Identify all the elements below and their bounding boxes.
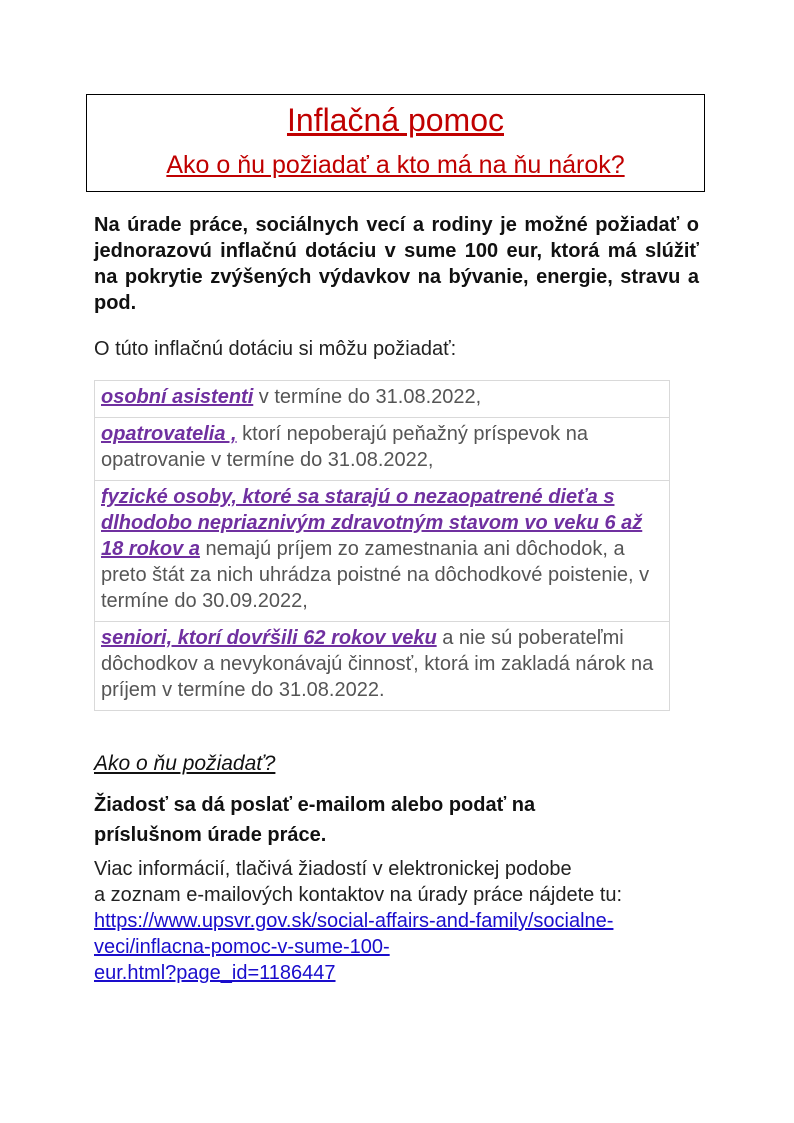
intro-paragraph: Na úrade práce, sociálnych vecí a rodiny je možné požiadať o jednorazovú inflačnú dotáciu v sume 100 eur, ktorá má slúžiť na pokrytie zvýšených výdavkov na bývanie, energie, stravu a pod. [94, 214, 699, 314]
eligible-row-text: nemajú príjem zo zamestnania ani dôchodok, a preto štát za nich uhrádza poistné na dôchodkové poistenie, v termíne do 30.09.2022, [101, 538, 650, 612]
eligible-group-label: osobní asistenti [101, 386, 254, 408]
eligible-group-label: opatrovatelia , [101, 423, 237, 445]
page-subtitle: Ako o ňu požiadať a kto má na ňu nárok? [166, 151, 625, 179]
info-link-line[interactable]: eur.html?page_id=1186447 [94, 962, 336, 984]
eligible-group-label: fyzické osoby, ktoré sa starajú o nezaopatrené dieťa s dlhodobo nepriaznivým zdravotným stavom vo veku 6 až 18 rokov a [101, 486, 643, 560]
info-link-line[interactable]: veci/inflacna-pomoc-v-sume-100- [94, 936, 390, 958]
info-link[interactable] [94, 908, 704, 986]
info-line: a zoznam e-mailových kontaktov na úrady práce nájdete tu: [94, 884, 623, 906]
how-to-apply-heading: Ako o ňu požiadať? [94, 752, 276, 775]
page-title: Inflačná pomoc [286, 102, 504, 138]
info-line: Viac informácií, tlačivá žiadostí v elektronickej podobe [94, 858, 572, 880]
eligible-row-seniors [95, 622, 669, 710]
eligible-row-parents [95, 481, 669, 622]
info-link-line[interactable]: https://www.upsvr.gov.sk/social-affairs-and-family/socialne- [94, 910, 614, 932]
eligible-heading: O túto inflačnú dotáciu si môžu požiadať: [94, 338, 457, 360]
eligible-row-text: v termíne do 31.08.2022, [253, 386, 482, 408]
eligible-group-label: seniori, ktorí dovŕšili 62 rokov veku [101, 627, 437, 649]
eligible-row-text: ktorí nepoberajú peňažný príspevok na opatrovanie v termíne do 31.08.2022, [101, 423, 588, 471]
eligible-row-assistants [95, 381, 669, 418]
info-section [94, 856, 704, 986]
eligible-row-text: a nie sú poberateľmi dôchodkov a nevykonávajú činnosť, ktorá im zakladá nárok na príjem v termíne do 31.08.2022. [101, 627, 654, 701]
eligible-table [94, 380, 670, 711]
eligible-row-caregivers [95, 418, 669, 481]
how-to-apply-text: Žiadosť sa dá poslať e-mailom alebo podať na príslušnom úrade práce. [94, 794, 536, 846]
title-box [86, 94, 705, 192]
